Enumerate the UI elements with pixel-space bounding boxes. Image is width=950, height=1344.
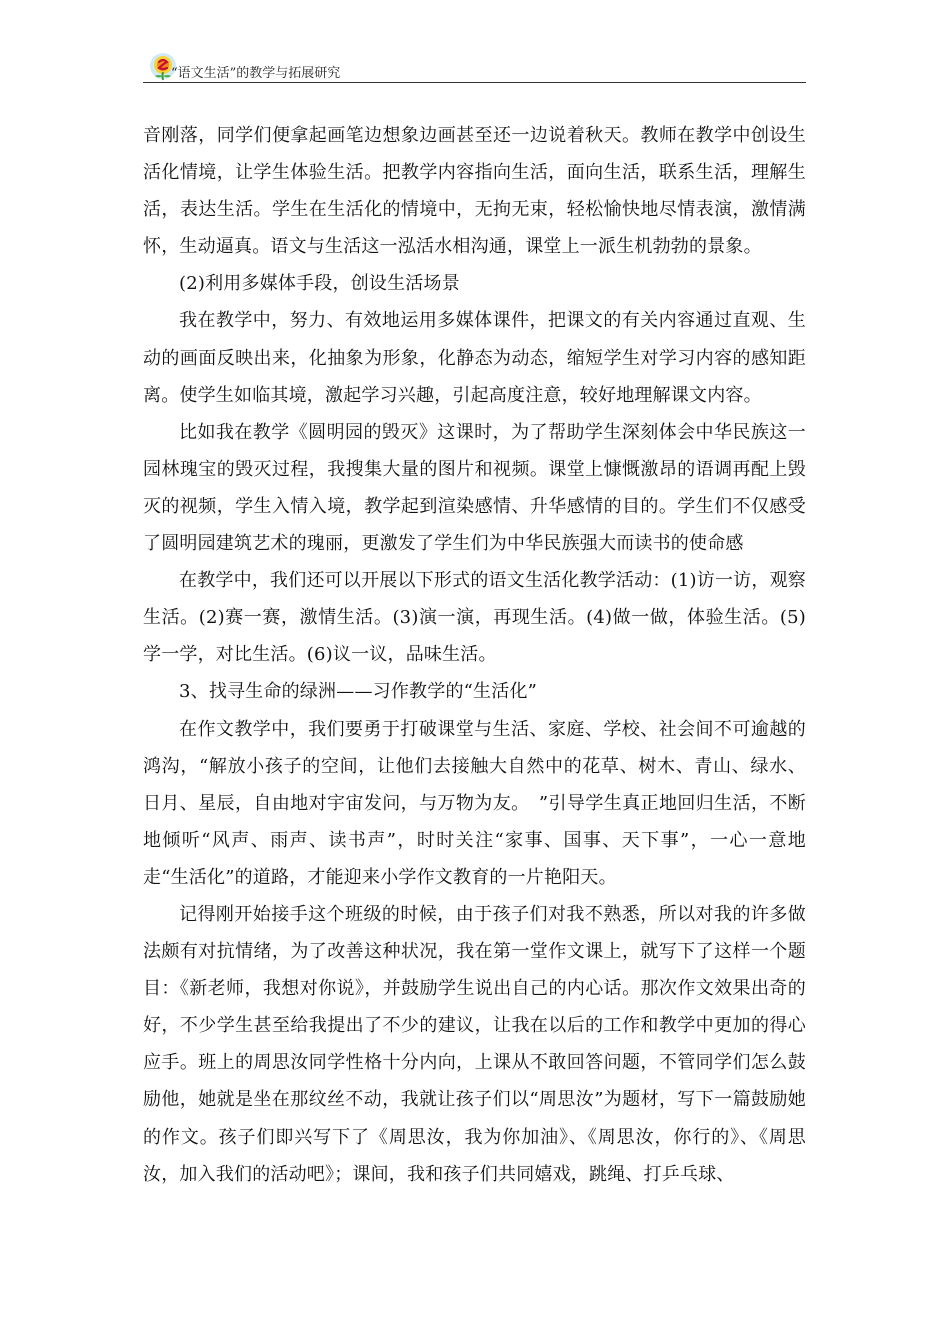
paragraph: 记得刚开始接手这个班级的时候，由于孩子们对我不熟悉，所以对我的许多做法颇有对抗情绪，为了改善这种状况，我在第一堂作文课上，就写下了这样一个题目：《新老师，我想对你说》，并鼓励学生说出自己的内心话。那次作文效果出奇的好，不少学生甚至给我提出了不少的建议，让我在以后的工作和教学中更加的得心应手。班上的周思汝同学性格十分内向，上课从不敢回答问题，不管同学们怎么鼓励他，她就是坐在那纹丝不动，我就让孩子们以“周思汝”为题材，写下一篇鼓励她的作文。孩子们即兴写下了《周思汝，我为你加油》、《周思汝，你行的》、《周思汝，加入我们的活动吧》；课间，我和孩子们共同嬉戏，跳绳、打乒乓球、 bbox=[143, 903, 806, 1185]
header-divider bbox=[143, 82, 806, 83]
paragraph: 在教学中，我们还可以开展以下形式的语文生活化教学活动：(1)访一访，观察生活。(2)赛一赛，激情生活。(3)演一演，再现生活。(4)做一做，体验生活。(5)学一学，对比生活。(6)议一议，品味生活。 bbox=[143, 570, 806, 666]
section-heading: 3、找寻生命的绿洲——习作教学的“生活化” bbox=[179, 681, 538, 703]
paragraph: 比如我在教学《圆明园的毁灭》这课时，为了帮助学生深刻体会中华民族这一园林瑰宝的毁灭过程，我搜集大量的图片和视频。课堂上慷慨激昂的语调再配上毁灭的视频，学生入情入境，教学起到渲染感情、升华感情的目的。学生们不仅感受了圆明园建筑艺术的瑰丽，更激发了学生们为中华民族强大而读书的使命感 bbox=[143, 421, 806, 555]
section-heading: (2)利用多媒体手段，创设生活场景 bbox=[179, 273, 460, 295]
page-header bbox=[143, 48, 806, 84]
paragraph: 音刚落，同学们便拿起画笔边想象边画甚至还一边说着秋天。教师在教学中创设生活化情境，让学生体验生活。把教学内容指向生活，面向生活，联系生活，理解生活，表达生活。学生在生活化的情境中，无拘无束，轻松愉快地尽情表演，激情满怀，生动逼真。语文与生活这一泓活水相沟通，课堂上一派生机勃勃的景象。 bbox=[143, 125, 806, 258]
paragraph: 我在教学中，努力、有效地运用多媒体课件，把课文的有关内容通过直观、生动的画面反映出来，化抽象为形象，化静态为动态，缩短学生对学习内容的感知距离。使学生如临其境，激起学习兴趣，引起高度注意，较好地理解课文内容。 bbox=[143, 310, 806, 406]
header-title: “语文生活”的教学与拓展研究 bbox=[171, 66, 341, 81]
paragraph: 在作文教学中，我们要勇于打破课堂与生活、家庭、学校、社会间不可逾越的鸿沟，“解放小孩子的空间，让他们去接触大自然中的花草、树木、青山、绿水、日月、星辰，自由地对宇宙发问，与万物为友。 ”引导学生真正地回归生活，不断地倾听“风声、雨声、读书声”，时时关注“家事、国事、天下事”，一心一意地走“生活化”的道路，才能迎来小学作文教育的一片艳阳天。 bbox=[143, 718, 806, 888]
document-body bbox=[143, 117, 806, 1193]
